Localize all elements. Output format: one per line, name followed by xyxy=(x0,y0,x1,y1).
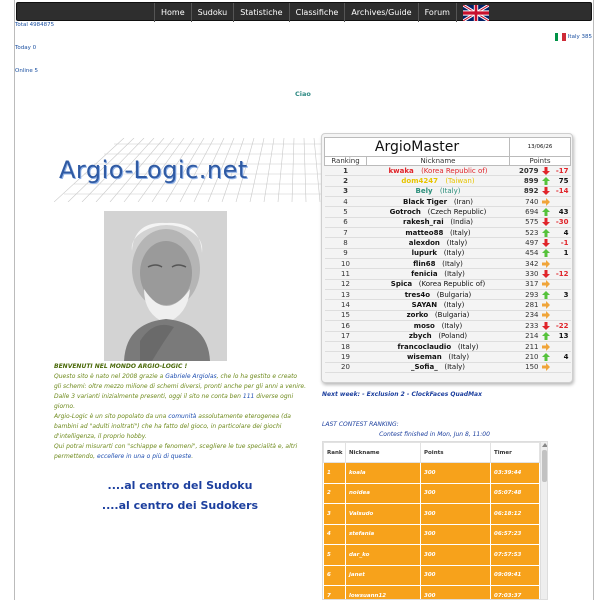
ranking-nickname[interactable]: Black Tiger xyxy=(403,197,448,206)
ranking-country: (Italy) xyxy=(450,228,471,237)
contest-header-timer: Timer xyxy=(491,443,540,463)
ranking-nickname-cell[interactable] xyxy=(367,217,510,227)
contest-header-points: Points xyxy=(421,443,491,463)
intro-p3-end: assolutamente eterogenea (da bambini ad "adulti inoltrati") che ha fatto del gioco, in particolare dei giochi d'intelligenza, il proprio hobby. xyxy=(54,413,291,440)
ranking-country: (Italy) xyxy=(441,321,463,330)
ranking-row xyxy=(325,166,571,176)
ranking-trend xyxy=(541,217,551,227)
contest-row xyxy=(324,504,540,525)
ranking-points: 899 xyxy=(510,176,541,186)
ranking-nickname-cell[interactable] xyxy=(367,269,510,279)
ranking-points: 211 xyxy=(510,341,541,351)
ranking-country: (Italy) xyxy=(448,352,470,361)
ranking-country: (Italy) xyxy=(442,259,463,268)
intro-p4-end: . xyxy=(191,453,194,460)
ranking-country: (Korea Republic of) xyxy=(418,280,486,289)
stat-today: Today 0 xyxy=(15,45,37,51)
ranking-nickname[interactable]: fenicia xyxy=(411,270,438,279)
ranking-position: 5 xyxy=(325,207,367,217)
logo-text: Argio-Logic.net xyxy=(59,156,248,184)
contest-points: 300 xyxy=(421,463,491,484)
ranking-nickname[interactable]: dom4247 xyxy=(401,177,439,186)
arrow-right-icon xyxy=(542,301,550,309)
contest-points: 300 xyxy=(421,524,491,545)
stat-online: Online 5 xyxy=(15,68,38,74)
ranking-trend xyxy=(541,186,551,196)
arrow-up-icon xyxy=(542,353,550,361)
arrow-up-icon xyxy=(542,208,550,216)
ranking-points: 210 xyxy=(510,352,541,362)
ranking-nickname[interactable]: rakesh_rai xyxy=(403,218,444,227)
ranking-country: (Bulgaria) xyxy=(434,311,470,320)
ranking-nickname[interactable]: wiseman xyxy=(406,352,442,361)
ranking-country: (Italy) xyxy=(444,270,465,279)
variants-link[interactable]: 111 xyxy=(242,393,255,400)
ranking-row xyxy=(325,341,571,351)
contest-header-nickname: Nickname xyxy=(346,443,421,463)
ranking-delta: 75 xyxy=(551,176,571,186)
ranking-position: 12 xyxy=(325,279,367,289)
contest-header-rank: Rank xyxy=(324,443,346,463)
ranking-position: 18 xyxy=(325,341,367,351)
ranking-row xyxy=(325,362,571,372)
founder-link[interactable]: Gabriele Argiolas xyxy=(165,373,217,380)
ranking-trend xyxy=(541,300,551,310)
ranking-country: (Italy) xyxy=(439,187,461,196)
ranking-position: 8 xyxy=(325,238,367,248)
ranking-trend xyxy=(541,197,551,207)
ranking-nickname[interactable]: matteo88 xyxy=(405,228,444,237)
contest-nickname[interactable]: stefania xyxy=(346,524,421,545)
ranking-nickname-cell[interactable] xyxy=(367,259,510,269)
ranking-points: 740 xyxy=(510,197,541,207)
ranking-position: 7 xyxy=(325,228,367,238)
next-week-label: Next week: xyxy=(322,391,360,398)
intro-p1-start: Questo sito è nato nel 2008 grazie a xyxy=(54,373,166,380)
ranking-nickname-cell[interactable] xyxy=(367,207,510,217)
ranking-position: 17 xyxy=(325,331,367,341)
ranking-delta xyxy=(551,259,571,269)
intro-paragraph-1 xyxy=(54,372,306,392)
arrow-down-icon xyxy=(542,187,550,195)
arrow-down-icon xyxy=(542,270,550,278)
ranking-row xyxy=(325,197,571,207)
ranking-position: 13 xyxy=(325,290,367,300)
contest-timer: 07:57:53 xyxy=(491,545,540,566)
italy-visitors xyxy=(555,33,592,41)
ranking-position: 1 xyxy=(325,166,367,176)
arrow-up-icon xyxy=(542,291,550,299)
uk-flag-icon[interactable] xyxy=(463,5,489,21)
ranking-points: 342 xyxy=(510,259,541,269)
ranking-delta: 4 xyxy=(551,228,571,238)
ranking-row xyxy=(325,186,571,196)
ranking-delta: -14 xyxy=(551,186,571,196)
ranking-trend xyxy=(541,228,551,238)
arrow-up-icon xyxy=(542,229,550,237)
ranking-nickname-cell[interactable] xyxy=(367,331,510,341)
ranking-row xyxy=(325,300,571,310)
intro-paragraph-4 xyxy=(54,442,306,462)
ranking-row xyxy=(325,269,571,279)
contest-nickname[interactable]: koala xyxy=(346,463,421,484)
intro-text xyxy=(54,362,306,462)
contest-finished-text: Contest finished in Mon, Jun 8, 11:00 xyxy=(379,431,490,438)
scroll-up-icon[interactable] xyxy=(542,443,548,447)
ranking-delta: -12 xyxy=(551,269,571,279)
arrow-down-icon xyxy=(542,218,550,226)
contest-timer: 07:03:37 xyxy=(491,586,540,600)
arrow-up-icon xyxy=(542,332,550,340)
ranking-position: 15 xyxy=(325,310,367,320)
ranking-nickname-cell[interactable] xyxy=(367,300,510,310)
ranking-row xyxy=(325,207,571,217)
contest-points: 300 xyxy=(421,565,491,586)
intro-p3-start: Argio-Logic è un sito popolato da una xyxy=(54,413,169,420)
contest-row xyxy=(324,545,540,566)
ranking-nickname-cell[interactable] xyxy=(367,238,510,248)
ranking-row xyxy=(325,217,571,227)
contest-timer: 03:39:44 xyxy=(491,463,540,484)
contest-rank: 3 xyxy=(324,504,346,525)
nav-item-classifiche[interactable]: Classifiche xyxy=(290,3,346,22)
stat-total: Total 4984875 xyxy=(15,22,55,28)
community-link[interactable]: comunità xyxy=(168,413,197,420)
ranking-position: 2 xyxy=(325,176,367,186)
ranking-trend xyxy=(541,341,551,351)
contest-rank: 4 xyxy=(324,524,346,545)
ranking-trend xyxy=(541,279,551,289)
contest-nickname[interactable]: janet xyxy=(346,565,421,586)
ranking-country: (Iran) xyxy=(453,197,473,206)
ranking-trend xyxy=(541,207,551,217)
ranking-nickname[interactable]: alexdon xyxy=(408,239,440,248)
stat-italy: Italy 385 xyxy=(567,34,592,40)
ranking-row xyxy=(325,331,571,341)
ranking-row xyxy=(325,228,571,238)
site-logo[interactable] xyxy=(54,138,324,202)
contest-row xyxy=(324,524,540,545)
ranking-points: 454 xyxy=(510,248,541,258)
ranking-delta: 43 xyxy=(551,207,571,217)
ranking-delta xyxy=(551,362,571,372)
contest-timer: 09:09:41 xyxy=(491,565,540,586)
arrow-up-icon xyxy=(542,177,550,185)
contest-row xyxy=(324,586,540,600)
ranking-row xyxy=(325,238,571,248)
ranking-table xyxy=(324,137,571,373)
contest-points: 300 xyxy=(421,504,491,525)
top-navbar xyxy=(16,2,592,21)
contest-rank: 6 xyxy=(324,565,346,586)
ranking-row xyxy=(325,259,571,269)
ranking-header-rank: Ranking xyxy=(325,157,367,166)
ranking-nickname[interactable]: flin68 xyxy=(413,259,436,268)
ranking-delta xyxy=(551,197,571,207)
ranking-nickname[interactable]: zorko xyxy=(406,311,429,320)
ranking-position: 14 xyxy=(325,300,367,310)
ranking-nickname[interactable]: SAYAN xyxy=(411,301,438,310)
intro-paragraph-3 xyxy=(54,412,306,442)
ranking-country: (Italy) xyxy=(444,363,466,372)
ranking-nickname-cell[interactable] xyxy=(367,290,510,300)
contest-body xyxy=(324,463,540,600)
ranking-trend xyxy=(541,310,551,320)
ranking-nickname[interactable]: zbych xyxy=(408,332,432,341)
contest-nickname[interactable]: noidea xyxy=(346,483,421,504)
contest-rank: 7 xyxy=(324,586,346,600)
ranking-header-nickname: Nickname xyxy=(367,157,510,166)
contest-nickname[interactable]: lowsuann12 xyxy=(346,586,421,600)
ranking-points: 281 xyxy=(510,300,541,310)
slogan-sudoku: ....al centro del Sudoku xyxy=(107,479,253,492)
ranking-nickname-cell[interactable] xyxy=(367,166,510,176)
contest-row xyxy=(324,483,540,504)
ranking-delta xyxy=(551,310,571,320)
contest-table xyxy=(323,442,540,600)
ranking-row xyxy=(325,352,571,362)
ranking-row xyxy=(325,176,571,186)
ranking-delta: -17 xyxy=(551,166,571,176)
ranking-nickname[interactable]: Gotroch xyxy=(389,208,421,217)
ranking-date: 13/06/26 xyxy=(510,138,571,157)
ranking-nickname[interactable]: kwaka xyxy=(388,166,414,175)
ranking-title: ArgioMaster xyxy=(325,138,510,157)
arrow-right-icon xyxy=(542,260,550,268)
ranking-points: 523 xyxy=(510,228,541,238)
ranking-position: 20 xyxy=(325,362,367,372)
contest-nickname[interactable]: Valsudo xyxy=(346,504,421,525)
greeting-text: Ciao xyxy=(295,90,311,98)
ranking-nickname-cell[interactable] xyxy=(367,362,510,372)
ranking-country: (India) xyxy=(450,218,473,227)
arrow-right-icon xyxy=(542,343,550,351)
ranking-trend xyxy=(541,269,551,279)
ranking-nickname-cell[interactable] xyxy=(367,279,510,289)
ranking-country: (Italy) xyxy=(443,249,465,258)
ranking-nickname[interactable]: Bely xyxy=(415,187,433,196)
ranking-nickname-cell[interactable] xyxy=(367,197,510,207)
nav-item-forum[interactable]: Forum xyxy=(419,3,457,22)
founder-portrait xyxy=(104,211,227,361)
ranking-nickname-cell[interactable] xyxy=(367,352,510,362)
scroll-thumb[interactable] xyxy=(542,450,547,482)
ranking-delta: -30 xyxy=(551,217,571,227)
ranking-country: (Italy) xyxy=(457,342,479,351)
ranking-trend xyxy=(541,248,551,258)
ranking-nickname-cell[interactable] xyxy=(367,186,510,196)
ranking-row xyxy=(325,290,571,300)
intro-p1-end: , che lo ha gestito e creato gli schemi: oltre mezzo milione di schemi diversi, pronti anche per gli anni a venire. xyxy=(54,373,307,390)
ranking-delta: 3 xyxy=(551,290,571,300)
nav-item-home[interactable]: Home xyxy=(154,3,192,22)
nav-item-sudoku[interactable]: Sudoku xyxy=(192,3,235,22)
ranking-country: (Poland) xyxy=(438,332,468,341)
ranking-position: 19 xyxy=(325,352,367,362)
ranking-points: 2079 xyxy=(510,166,541,176)
ranking-nickname[interactable]: Spica xyxy=(390,280,413,289)
arrow-down-icon xyxy=(542,239,550,247)
ranking-trend xyxy=(541,331,551,341)
ranking-delta xyxy=(551,279,571,289)
ranking-nickname-cell[interactable] xyxy=(367,310,510,320)
contest-rank: 5 xyxy=(324,545,346,566)
ranking-country: (Italy) xyxy=(443,301,465,310)
ranking-points: 233 xyxy=(510,321,541,331)
ranking-delta: 13 xyxy=(551,331,571,341)
arrow-right-icon xyxy=(542,363,550,371)
nav-item-archives-guide[interactable]: Archives/Guide xyxy=(345,3,418,22)
contest-points: 300 xyxy=(421,483,491,504)
ranking-position: 11 xyxy=(325,269,367,279)
arrow-down-icon xyxy=(542,322,550,330)
intro-heading: BENVENUTI NEL MONDO ARGIO-LOGIC ! xyxy=(54,363,188,370)
ranking-country: (Czech Republic) xyxy=(427,208,487,217)
arrow-up-icon xyxy=(542,249,550,257)
arrow-down-icon xyxy=(542,167,550,175)
intro-paragraph-2 xyxy=(54,392,306,412)
contest-rank: 2 xyxy=(324,483,346,504)
ranking-country: (Taiwan) xyxy=(445,177,475,186)
contest-timer: 05:07:48 xyxy=(491,483,540,504)
ranking-delta xyxy=(551,300,571,310)
ranking-country: (Korea Republic of) xyxy=(421,166,488,175)
arrow-right-icon xyxy=(542,280,550,288)
ranking-points: 330 xyxy=(510,269,541,279)
ranking-trend xyxy=(541,176,551,186)
ranking-nickname[interactable]: _Sofia_ xyxy=(410,363,438,372)
ranking-delta xyxy=(551,341,571,351)
ranking-nickname[interactable]: francoclaudio xyxy=(397,342,452,351)
contest-nickname[interactable]: dar_ko xyxy=(346,545,421,566)
ranking-trend xyxy=(541,321,551,331)
ranking-trend xyxy=(541,362,551,372)
contest-rank: 1 xyxy=(324,463,346,484)
last-contest-label: LAST CONTEST RANKING: xyxy=(322,421,399,428)
contest-points: 300 xyxy=(421,545,491,566)
nav-menu xyxy=(154,3,489,22)
ranking-points: 694 xyxy=(510,207,541,217)
ranking-trend xyxy=(541,352,551,362)
ranking-position: 3 xyxy=(325,186,367,196)
slogan-sudokers: ....al centro dei Sudokers xyxy=(101,499,259,512)
ranking-row xyxy=(325,248,571,258)
ranking-points: 150 xyxy=(510,362,541,372)
excel-link[interactable]: eccellere in una o più di queste xyxy=(97,453,192,460)
intro-p4-start: Qui potrai misurarti con "schiappe e fenomeni", scegliere le tue specialità e, altri permettendo, xyxy=(54,443,298,460)
ranking-position: 9 xyxy=(325,248,367,258)
ranking-nickname-cell[interactable] xyxy=(367,176,510,186)
ranking-row xyxy=(325,321,571,331)
ranking-nickname-cell[interactable] xyxy=(367,341,510,351)
ranking-delta: 4 xyxy=(551,352,571,362)
last-contest-box xyxy=(322,441,548,600)
arrow-right-icon xyxy=(542,311,550,319)
ranking-position: 4 xyxy=(325,197,367,207)
next-week-link[interactable]: - Exclusion 2 - ClockFaces QuadMax xyxy=(360,391,482,398)
contest-timer: 06:57:23 xyxy=(491,524,540,545)
ranking-delta: -22 xyxy=(551,321,571,331)
ranking-points: 497 xyxy=(510,238,541,248)
ranking-country: (Italy) xyxy=(446,239,468,248)
ranking-country: (Bulgaria) xyxy=(436,290,472,299)
ranking-position: 16 xyxy=(325,321,367,331)
ranking-delta: 1 xyxy=(551,248,571,258)
ranking-delta: -1 xyxy=(551,238,571,248)
ranking-nickname-cell[interactable] xyxy=(367,248,510,258)
next-week xyxy=(322,391,482,398)
ranking-trend xyxy=(541,238,551,248)
ranking-nickname[interactable]: lupurk xyxy=(411,249,438,258)
ranking-trend xyxy=(541,166,551,176)
intro-p2-start: Dalle 3 varianti inizialmente presenti, oggi il sito ne conta ben xyxy=(54,393,243,400)
ranking-position: 10 xyxy=(325,259,367,269)
nav-item-statistiche[interactable]: Statistiche xyxy=(234,3,289,22)
ranking-points: 892 xyxy=(510,186,541,196)
ranking-points: 234 xyxy=(510,310,541,320)
ranking-nickname-cell[interactable] xyxy=(367,228,510,238)
ranking-points: 293 xyxy=(510,290,541,300)
contest-timer: 06:18:12 xyxy=(491,504,540,525)
ranking-nickname[interactable]: tres4o xyxy=(404,290,431,299)
argiomaster-ranking-panel xyxy=(321,133,573,383)
ranking-body xyxy=(325,166,571,373)
intro-p2-end: diverse ogni giorno. xyxy=(54,393,294,410)
ranking-row xyxy=(325,279,571,289)
ranking-points: 214 xyxy=(510,331,541,341)
contest-points: 300 xyxy=(421,586,491,600)
ranking-points: 317 xyxy=(510,279,541,289)
ranking-trend xyxy=(541,259,551,269)
italy-flag-icon xyxy=(555,33,566,41)
contest-scrollbar[interactable] xyxy=(540,442,548,600)
ranking-row xyxy=(325,310,571,320)
contest-row xyxy=(324,463,540,484)
arrow-right-icon xyxy=(542,198,550,206)
ranking-nickname-cell[interactable] xyxy=(367,321,510,331)
ranking-header-points: Points xyxy=(510,157,571,166)
ranking-trend xyxy=(541,290,551,300)
contest-row xyxy=(324,565,540,586)
ranking-points: 575 xyxy=(510,217,541,227)
ranking-nickname[interactable]: moso xyxy=(413,321,435,330)
ranking-position: 6 xyxy=(325,217,367,227)
